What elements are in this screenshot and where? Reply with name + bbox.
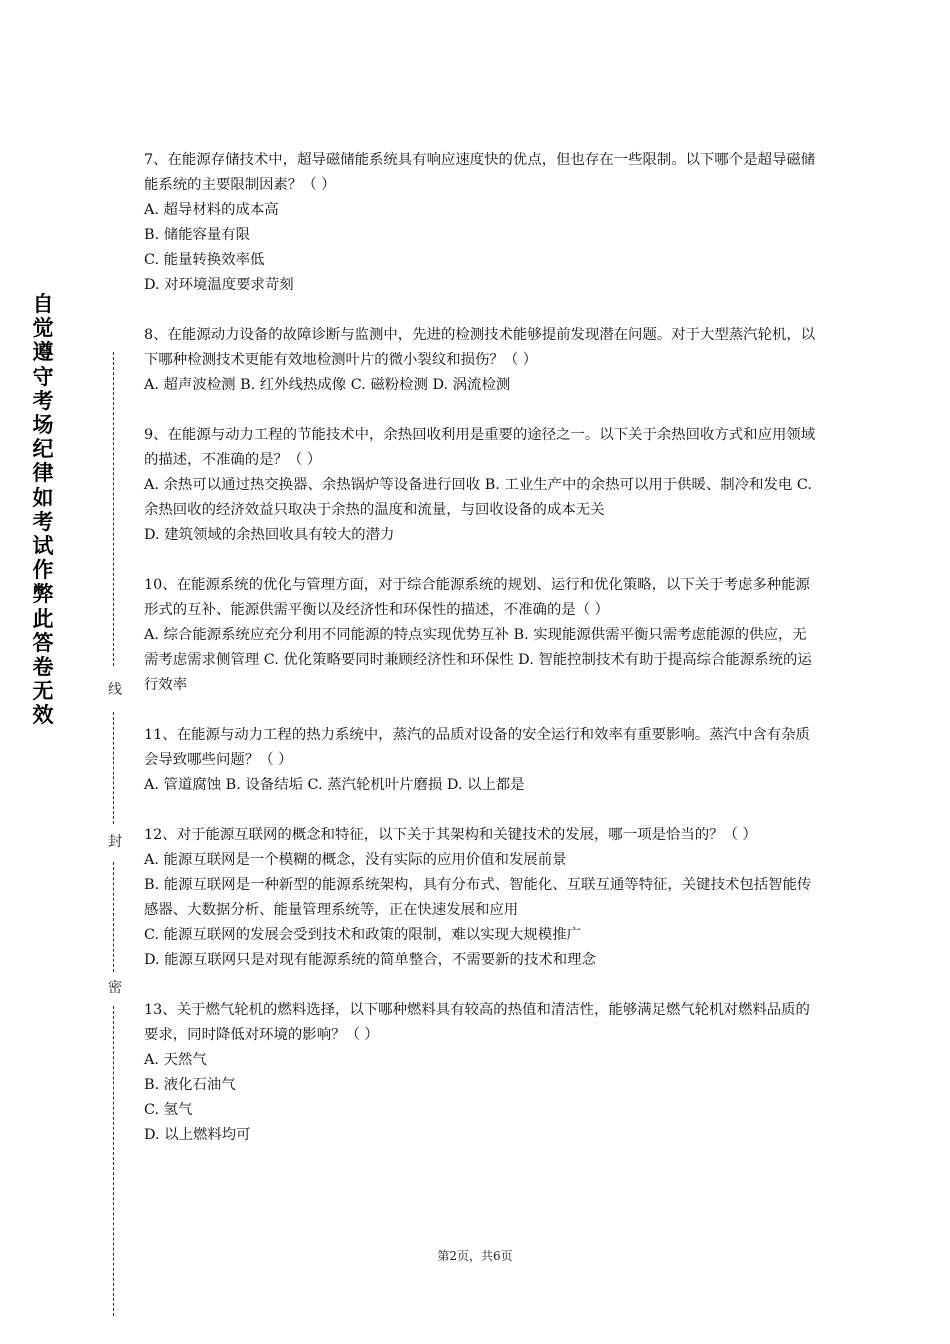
question-stem: 7、在能源存储技术中，超导磁储能系统具有响应速度快的优点，但也存在一些限制。以下哪个是超导磁储能系统的主要限制因素？（ ）	[144, 152, 816, 193]
question-8	[144, 323, 820, 398]
question-stem: 11、在能源与动力工程的热力系统中，蒸汽的品质对设备的安全运行和效率有重要影响。蒸汽中含有杂质会导致哪些问题？（ ）	[144, 727, 810, 768]
option: B. 储能容量有限	[144, 227, 251, 243]
option: A. 综合能源系统应充分利用不同能源的特点实现优势互补 B. 实现能源供需平衡只需考虑能源的供应，无需考虑需求侧管理 C. 优化策略要同时兼顾经济性和环保性 D. 智能控制技术有助于提高综合能源系统的运行效率	[144, 627, 812, 693]
binding-line-segment	[113, 352, 114, 666]
option: A. 能源互联网是一个模糊的概念，没有实际的应用价值和发展前景	[144, 852, 567, 868]
question-stem: 13、关于燃气轮机的燃料选择，以下哪种燃料具有较高的热值和清洁性，能够满足燃气轮机对燃料品质的要求，同时降低对环境的影响？（ ）	[144, 1002, 810, 1043]
question-stem: 12、对于能源互联网的概念和特征，以下关于其架构和关键技术的发展，哪一项是恰当的？（ ）	[144, 827, 757, 843]
option: C. 氢气	[144, 1102, 193, 1118]
option: A. 余热可以通过热交换器、余热锅炉等设备进行回收 B. 工业生产中的余热可以用于供暖、制冷和发电 C. 余热回收的经济效益只取决于余热的温度和流量，与回收设备的成本无关	[144, 477, 812, 518]
option: A. 超导材料的成本高	[144, 202, 279, 218]
binding-label-secret: 密	[108, 980, 122, 996]
option: D. 以上燃料均可	[144, 1127, 251, 1143]
binding-line-segment	[113, 862, 114, 972]
option: A. 天然气	[144, 1052, 207, 1068]
binding-label-seal: 封	[108, 834, 122, 850]
option: B. 液化石油气	[144, 1077, 236, 1093]
page-number: 第2页，共6页	[437, 1249, 513, 1263]
question-13	[144, 998, 820, 1148]
question-9	[144, 423, 820, 548]
binding-line-segment	[113, 712, 114, 824]
question-stem: 8、在能源动力设备的故障诊断与监测中，先进的检测技术能够提前发现潜在问题。对于大型蒸汽轮机，以下哪种检测技术更能有效地检测叶片的微小裂纹和损伤？（ ）	[144, 327, 816, 368]
option: A. 超声波检测 B. 红外线热成像 C. 磁粉检测 D. 涡流检测	[144, 377, 511, 393]
question-12	[144, 823, 820, 973]
binding-label-line: 线	[108, 682, 122, 698]
option: D. 建筑领域的余热回收具有较大的潜力	[144, 527, 395, 543]
question-11	[144, 723, 820, 798]
exam-discipline-notice: 自觉遵守考场纪律如考试作弊此答卷无效	[32, 292, 54, 728]
question-stem: 10、在能源系统的优化与管理方面，对于综合能源系统的规划、运行和优化策略，以下关于考虑多种能源形式的互补、能源供需平衡以及经济性和环保性的描述，不准确的是（ ）	[144, 577, 810, 618]
option: C. 能量转换效率低	[144, 252, 265, 268]
option: D. 能源互联网只是对现有能源系统的简单整合，不需要新的技术和理念	[144, 952, 596, 968]
option: A. 管道腐蚀 B. 设备结垢 C. 蒸汽轮机叶片磨损 D. 以上都是	[144, 777, 525, 793]
binding-line-segment	[113, 1006, 114, 1316]
option: B. 能源互联网是一种新型的能源系统架构，具有分布式、智能化、互联互通等特征，关键技术包括智能传感器、大数据分析、能量管理系统等，正在快速发展和应用	[144, 877, 812, 918]
question-stem: 9、在能源与动力工程的节能技术中，余热回收利用是重要的途径之一。以下关于余热回收方式和应用领域的描述，不准确的是？（ ）	[144, 427, 816, 468]
question-10	[144, 573, 820, 698]
option: C. 能源互联网的发展会受到技术和政策的限制，难以实现大规模推广	[144, 927, 581, 943]
option: D. 对环境温度要求苛刻	[144, 277, 294, 293]
question-7	[144, 148, 820, 298]
question-list	[144, 148, 820, 1173]
